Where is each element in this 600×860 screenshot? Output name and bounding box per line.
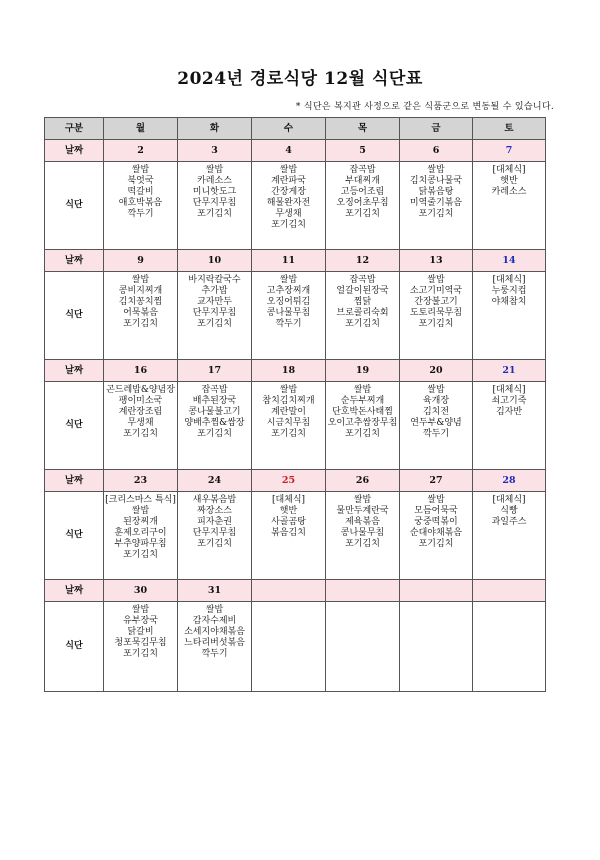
menu-item: 고등어조림 <box>340 187 385 197</box>
date-row <box>45 470 546 492</box>
date-cell-mon: 23 <box>104 470 178 492</box>
menu-item: 포기김치 <box>345 319 380 329</box>
date-cell-fri: 6 <box>400 140 473 162</box>
menu-cell-thu <box>326 382 400 470</box>
menu-item: 순두부찌개 <box>340 396 385 406</box>
date-row-label: 날짜 <box>45 580 104 602</box>
menu-item: 쌀밥 <box>353 385 372 395</box>
header-cell-sat: 토 <box>473 118 546 140</box>
menu-item: 부추양파무침 <box>114 539 167 549</box>
menu-item: 쇠고기죽 <box>491 396 527 406</box>
menu-item: 시금치무침 <box>266 418 311 428</box>
menu-item: 포기김치 <box>197 319 232 329</box>
menu-cell-sat <box>473 602 546 692</box>
menu-item: 깍두기 <box>275 319 302 329</box>
menu-item: 포기김치 <box>345 429 380 439</box>
menu-item: 쌀밥 <box>279 385 298 395</box>
menu-item: 볶음김치 <box>271 528 306 538</box>
menu-cell-tue <box>178 602 252 692</box>
menu-item: 콩나물무침 <box>340 528 385 538</box>
menu-change-note: * 식단은 복지관 사정으로 같은 식품군으로 변동될 수 있습니다. <box>295 102 554 112</box>
header-cell-wed: 수 <box>252 118 326 140</box>
menu-item: 깍두기 <box>422 429 450 439</box>
menu-item: [대체식] <box>492 275 526 285</box>
menu-item: 잡곡밥 <box>201 385 228 395</box>
menu-row-label: 식단 <box>45 272 104 360</box>
menu-item: 단무지무침 <box>192 198 237 208</box>
menu-item: 포기김치 <box>197 429 232 439</box>
menu-item: 곤드레밥&양념장 <box>106 385 175 395</box>
menu-item: 잡곡밥 <box>349 165 376 175</box>
menu-cell-sat <box>473 492 546 580</box>
date-cell-sat <box>473 580 546 602</box>
menu-item: 소고기미역국 <box>409 286 463 296</box>
menu-item: [대체식] <box>492 385 526 395</box>
menu-item: 무생채 <box>275 209 302 219</box>
date-cell-thu: 19 <box>326 360 400 382</box>
menu-cell-fri <box>400 492 473 580</box>
date-cell-tue: 10 <box>178 250 252 272</box>
date-cell-tue: 17 <box>178 360 252 382</box>
menu-item: 야채참치 <box>491 297 527 307</box>
menu-item: 쌀밥 <box>427 165 445 175</box>
menu-item: 깍두기 <box>201 649 228 659</box>
menu-item: 추가밥 <box>201 286 228 296</box>
menu-item: 육개장 <box>422 396 450 406</box>
menu-item: 미니핫도그 <box>192 187 237 197</box>
menu-cell-thu <box>326 602 400 692</box>
menu-item: 쌀밥 <box>279 165 298 175</box>
menu-item: 포기김치 <box>123 649 158 659</box>
menu-item: 닭볶음탕 <box>418 187 454 197</box>
menu-cell-tue <box>178 162 252 250</box>
menu-item: 부대찌개 <box>345 176 380 186</box>
menu-item: 포기김치 <box>418 209 454 219</box>
menu-item: 쌀밥 <box>131 165 150 175</box>
menu-item: 잡곡밥 <box>349 275 376 285</box>
menu-item: 포기김치 <box>271 220 306 230</box>
menu-cell-mon <box>104 162 178 250</box>
menu-item: 미역줄기볶음 <box>409 198 463 208</box>
menu-item: [대체식] <box>271 495 306 505</box>
menu-cell-tue <box>178 272 252 360</box>
menu-cell-mon <box>104 602 178 692</box>
menu-item: 무생채 <box>127 418 154 428</box>
menu-item: 북엇국 <box>127 176 154 186</box>
menu-item: 모듬어묵국 <box>414 506 458 516</box>
date-cell-wed: 18 <box>252 360 326 382</box>
date-row-label: 날짜 <box>45 470 104 492</box>
header-cell-thu: 목 <box>326 118 400 140</box>
menu-item: 햇반 <box>500 176 518 186</box>
date-cell-fri: 20 <box>400 360 473 382</box>
menu-item: 포기김치 <box>197 539 232 549</box>
menu-item: 오징어초무침 <box>336 198 389 208</box>
menu-item: 물만두계란국 <box>336 506 389 516</box>
date-cell-tue: 31 <box>178 580 252 602</box>
date-row <box>45 580 546 602</box>
menu-cell-sat <box>473 382 546 470</box>
date-cell-fri <box>400 580 473 602</box>
date-cell-sat: 21 <box>473 360 546 382</box>
menu-item: 김치꽁치찜 <box>118 297 163 307</box>
date-row-label: 날짜 <box>45 140 104 162</box>
menu-item: 단무지무침 <box>192 528 237 538</box>
menu-item: 훈제오리구이 <box>114 528 167 538</box>
menu-item: 감자수제비 <box>192 616 237 626</box>
date-cell-sat: 7 <box>473 140 546 162</box>
menu-item: 햇반 <box>279 506 298 516</box>
menu-item: [대체식] <box>492 165 526 175</box>
date-cell-mon: 16 <box>104 360 178 382</box>
date-cell-sat: 14 <box>473 250 546 272</box>
menu-cell-thu <box>326 272 400 360</box>
menu-item: 포기김치 <box>345 539 380 549</box>
menu-item: 김치콩나물국 <box>409 176 463 186</box>
menu-cell-mon <box>104 492 178 580</box>
menu-item: 쌀밥 <box>427 275 445 285</box>
menu-row <box>45 492 546 580</box>
date-cell-mon: 9 <box>104 250 178 272</box>
menu-item: 쌀밥 <box>205 605 224 615</box>
menu-item: 교자만두 <box>197 297 232 307</box>
date-cell-sat: 28 <box>473 470 546 492</box>
date-cell-thu <box>326 580 400 602</box>
menu-item: 계란장조림 <box>118 407 163 417</box>
menu-cell-wed <box>252 162 326 250</box>
menu-item: 쌀밥 <box>427 385 445 395</box>
menu-item: 해물완자전 <box>266 198 311 208</box>
menu-item: 애호박볶음 <box>118 198 163 208</box>
date-cell-fri: 27 <box>400 470 473 492</box>
menu-item: 오이고추쌈장무침 <box>327 418 398 428</box>
date-cell-thu: 26 <box>326 470 400 492</box>
page-title: 2024년 경로식당 12월 식단표 <box>177 69 423 89</box>
header-cell: 구분 <box>45 118 104 140</box>
date-cell-thu: 5 <box>326 140 400 162</box>
menu-item: 궁중떡볶이 <box>414 517 458 527</box>
menu-item: 포기김치 <box>418 539 454 549</box>
menu-item: 브로콜리숙회 <box>336 308 389 318</box>
menu-item: 계란말이 <box>271 407 306 417</box>
menu-item: 쌀밥 <box>279 275 298 285</box>
menu-item: 카레소스 <box>491 187 527 197</box>
menu-item: 피자춘권 <box>197 517 232 527</box>
menu-item: 배추된장국 <box>192 396 237 406</box>
menu-item: 순대야채볶음 <box>409 528 463 538</box>
menu-item: 간장불고기 <box>414 297 458 307</box>
menu-cell-wed <box>252 492 326 580</box>
menu-cell-fri <box>400 382 473 470</box>
menu-item: [대체식] <box>492 495 526 505</box>
menu-item: 포기김치 <box>197 209 232 219</box>
date-row <box>45 140 546 162</box>
menu-item: 새우볶음밥 <box>192 495 237 505</box>
menu-item: 쌀밥 <box>131 506 150 516</box>
date-cell-mon: 30 <box>104 580 178 602</box>
menu-item: 누룽지컵 <box>491 286 527 296</box>
menu-row <box>45 382 546 470</box>
menu-item: 고추장찌개 <box>266 286 311 296</box>
menu-row-label: 식단 <box>45 162 104 250</box>
date-cell-tue: 3 <box>178 140 252 162</box>
menu-item: 단무지무침 <box>192 308 237 318</box>
menu-item: 포기김치 <box>418 319 454 329</box>
date-cell-wed: 11 <box>252 250 326 272</box>
menu-item: 카레소스 <box>197 176 232 186</box>
menu-cell-fri <box>400 162 473 250</box>
menu-item: 닭갈비 <box>127 627 154 637</box>
menu-item: 된장찌개 <box>123 517 158 527</box>
menu-item: 김자반 <box>495 407 523 417</box>
date-cell-thu: 12 <box>326 250 400 272</box>
menu-item: 소세지야채볶음 <box>184 627 245 637</box>
menu-cell-mon <box>104 272 178 360</box>
date-row <box>45 250 546 272</box>
menu-row-label: 식단 <box>45 492 104 580</box>
menu-row-label: 식단 <box>45 602 104 692</box>
header-row <box>45 118 546 140</box>
date-cell-wed: 25 <box>252 470 326 492</box>
date-cell-fri: 13 <box>400 250 473 272</box>
date-cell-wed: 4 <box>252 140 326 162</box>
date-cell-mon: 2 <box>104 140 178 162</box>
menu-item: 간장게장 <box>271 187 306 197</box>
menu-item: 오징어튀김 <box>266 297 311 307</box>
menu-item: 어묵볶음 <box>123 308 158 318</box>
menu-cell-fri <box>400 272 473 360</box>
menu-item: 찜닭 <box>353 297 372 307</box>
menu-row <box>45 162 546 250</box>
menu-item: 제육볶음 <box>345 517 380 527</box>
menu-item: 포기김치 <box>123 550 158 560</box>
menu-item: 김치전 <box>422 407 450 417</box>
menu-cell-wed <box>252 272 326 360</box>
menu-item: 쌀밥 <box>427 495 445 505</box>
menu-row-label: 식단 <box>45 382 104 470</box>
menu-item: 연두부&양념 <box>410 418 462 428</box>
menu-cell-thu <box>326 162 400 250</box>
menu-item: 단호박돈사태찜 <box>332 407 393 417</box>
menu-item: 포기김치 <box>123 429 158 439</box>
menu-item: 떡갈비 <box>127 187 154 197</box>
menu-item: 쌀밥 <box>131 605 150 615</box>
header-cell-tue: 화 <box>178 118 252 140</box>
menu-item: 참치김치찌개 <box>262 396 315 406</box>
menu-cell-wed <box>252 382 326 470</box>
menu-item: 청포묵김무침 <box>114 638 167 648</box>
menu-cell-tue <box>178 492 252 580</box>
menu-item: 포기김치 <box>123 319 158 329</box>
menu-item: 얼갈이된장국 <box>336 286 389 296</box>
menu-row <box>45 602 546 692</box>
menu-item: 식빵 <box>500 506 518 516</box>
menu-item: 사골곰탕 <box>271 517 306 527</box>
date-row-label: 날짜 <box>45 250 104 272</box>
menu-item: 포기김치 <box>345 209 380 219</box>
menu-item: [크리스마스 특식] <box>105 495 176 505</box>
menu-item: 팽이미소국 <box>118 396 163 406</box>
menu-item: 포기김치 <box>271 429 306 439</box>
date-cell-wed <box>252 580 326 602</box>
menu-cell-tue <box>178 382 252 470</box>
menu-item: 바지락칼국수 <box>188 275 241 285</box>
menu-cell-wed <box>252 602 326 692</box>
menu-cell-sat <box>473 162 546 250</box>
menu-item: 쌀밥 <box>131 275 150 285</box>
date-row-label: 날짜 <box>45 360 104 382</box>
menu-cell-fri <box>400 602 473 692</box>
date-cell-tue: 24 <box>178 470 252 492</box>
menu-cell-thu <box>326 492 400 580</box>
header-cell-mon: 월 <box>104 118 178 140</box>
menu-row <box>45 272 546 360</box>
menu-cell-mon <box>104 382 178 470</box>
menu-item: 깍두기 <box>127 209 154 219</box>
menu-item: 계란파국 <box>271 176 306 186</box>
menu-item: 과일주스 <box>491 517 527 527</box>
menu-item: 도토리묵무침 <box>409 308 463 318</box>
menu-item: 콩나물무침 <box>266 308 311 318</box>
header-cell-fri: 금 <box>400 118 473 140</box>
menu-item: 쌀밥 <box>353 495 372 505</box>
menu-cell-sat <box>473 272 546 360</box>
menu-item: 양배추찜&쌈장 <box>184 418 245 428</box>
menu-item: 유부장국 <box>123 616 158 626</box>
menu-item: 콩비지찌개 <box>118 286 163 296</box>
menu-item: 쌀밥 <box>205 165 224 175</box>
date-row <box>45 360 546 382</box>
menu-table <box>44 117 546 692</box>
menu-item: 콩나물불고기 <box>188 407 241 417</box>
menu-item: 느타리버섯볶음 <box>184 638 245 648</box>
menu-item: 짜장소스 <box>197 506 232 516</box>
